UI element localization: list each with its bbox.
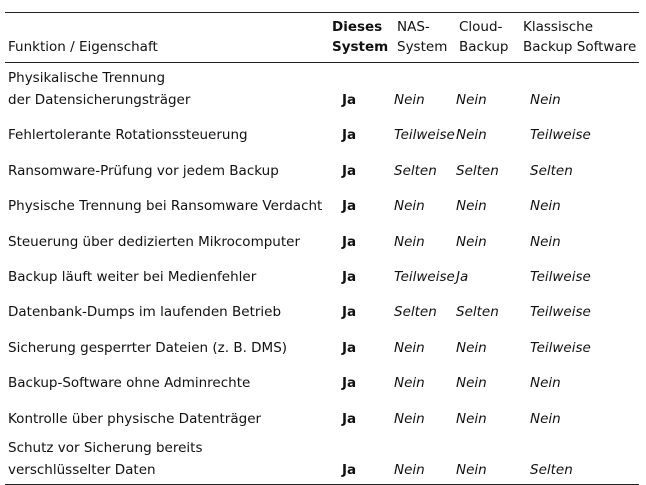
cell-nas (394, 114, 456, 149)
cell-funktion (5, 114, 332, 149)
header-system: Dieses System (332, 19, 389, 55)
cell-funktion-text: Ransomware-Prüfung vor jedem Backup (8, 162, 279, 179)
cell-funktion (5, 362, 332, 397)
cell-system (332, 256, 394, 291)
cell-nas (394, 185, 456, 220)
header-klassisch: Klassische Backup Software (523, 19, 637, 55)
cell-nas (394, 256, 456, 291)
cell-system-text: Ja (342, 304, 357, 321)
cell-funktion-text: Kontrolle über physische Datenträger (8, 410, 262, 427)
cell-cloud-text: Nein (456, 198, 487, 215)
table-row (5, 220, 639, 255)
cell-klassisch (520, 433, 639, 485)
cell-cloud-text: Ja (456, 268, 469, 285)
cell-klassisch-text: Nein (530, 198, 561, 215)
cell-klassisch-text: Nein (530, 92, 561, 108)
cell-cloud-text: Nein (456, 410, 487, 427)
table-row (5, 63, 639, 115)
cell-nas-text: Nein (394, 410, 425, 427)
cell-system-text: Ja (342, 375, 357, 392)
cell-nas (394, 291, 456, 326)
table-header (5, 13, 639, 63)
cell-nas (394, 326, 456, 361)
cell-nas-text: Teilweise (394, 127, 455, 144)
cell-system (332, 185, 394, 220)
cell-cloud-text: Nein (456, 92, 487, 108)
cell-cloud (456, 397, 520, 432)
table-row (5, 256, 639, 291)
cell-klassisch-text: Teilweise (530, 268, 591, 285)
cell-klassisch-text: Nein (530, 410, 561, 427)
cell-funktion-text: Backup läuft weiter bei Medienfehler (8, 268, 257, 285)
header-nas: NAS- System (397, 19, 448, 55)
cell-system (332, 433, 394, 485)
cell-cloud (456, 362, 520, 397)
cell-klassisch (520, 149, 639, 184)
cell-cloud-text: Selten (456, 304, 499, 321)
cell-funktion-text: Schutz vor Sicherung bereits verschlüsselter Daten (8, 439, 203, 478)
cell-nas-text: Nein (394, 375, 425, 392)
cell-nas-text: Nein (394, 92, 425, 108)
cell-nas (394, 433, 456, 485)
cell-klassisch-text: Nein (530, 233, 561, 250)
cell-system-text: Ja (342, 233, 357, 250)
cell-nas (394, 362, 456, 397)
cell-cloud-text: Nein (456, 127, 487, 144)
cell-nas-text: Selten (394, 162, 437, 179)
cell-nas (394, 63, 456, 115)
cell-funktion (5, 433, 332, 485)
cell-system-text: Ja (342, 339, 357, 356)
cell-system (332, 63, 394, 115)
cell-klassisch-text: Teilweise (530, 127, 591, 144)
table-row (5, 149, 639, 184)
table-row (5, 433, 639, 485)
cell-klassisch (520, 220, 639, 255)
cell-cloud (456, 185, 520, 220)
cell-klassisch-text: Nein (530, 375, 561, 392)
cell-cloud (456, 291, 520, 326)
cell-cloud (456, 220, 520, 255)
cell-system (332, 220, 394, 255)
comparison-table-container (5, 12, 639, 485)
table-row (5, 362, 639, 397)
cell-funktion-text: Backup-Software ohne Adminrechte (8, 375, 251, 392)
cell-klassisch (520, 256, 639, 291)
cell-cloud (456, 326, 520, 361)
cell-klassisch (520, 291, 639, 326)
cell-nas (394, 149, 456, 184)
cell-funktion (5, 63, 332, 115)
cell-nas-text: Selten (394, 304, 437, 321)
cell-cloud (456, 256, 520, 291)
cell-system-text: Ja (342, 268, 357, 285)
table-row (5, 397, 639, 432)
cell-system-text: Ja (342, 198, 357, 215)
cell-cloud-text: Selten (456, 162, 499, 179)
cell-cloud (456, 433, 520, 485)
table-row (5, 114, 639, 149)
cell-nas-text: Nein (394, 339, 425, 356)
cell-klassisch (520, 326, 639, 361)
cell-cloud (456, 114, 520, 149)
header-cloud: Cloud- Backup (459, 19, 509, 55)
header-funktion: Funktion / Eigenschaft (8, 39, 158, 55)
cell-system-text: Ja (342, 92, 357, 108)
table-row (5, 185, 639, 220)
header-row (5, 13, 639, 63)
cell-funktion-text: Steuerung über dedizierten Mikrocomputer (8, 233, 300, 250)
cell-funktion (5, 256, 332, 291)
cell-funktion (5, 149, 332, 184)
cell-funktion (5, 220, 332, 255)
cell-klassisch (520, 397, 639, 432)
cell-klassisch (520, 362, 639, 397)
cell-klassisch (520, 185, 639, 220)
cell-funktion-text: Physikalische Trennung der Datensicherungsträger (8, 70, 191, 108)
table-body (5, 63, 639, 485)
cell-nas-text: Nein (394, 233, 425, 250)
cell-cloud-text: Nein (456, 375, 487, 392)
cell-klassisch-text: Selten (530, 461, 573, 478)
cell-nas-text: Teilweise (394, 268, 455, 285)
table-row (5, 291, 639, 326)
cell-nas-text: Nein (394, 461, 425, 478)
cell-nas-text: Nein (394, 198, 425, 215)
cell-klassisch (520, 114, 639, 149)
cell-system-text: Ja (342, 461, 357, 478)
table-row (5, 326, 639, 361)
cell-funktion (5, 326, 332, 361)
cell-funktion (5, 397, 332, 432)
cell-klassisch-text: Teilweise (530, 304, 591, 321)
cell-system-text: Ja (342, 410, 357, 427)
cell-system (332, 291, 394, 326)
cell-funktion-text: Datenbank-Dumps im laufenden Betrieb (8, 304, 282, 321)
cell-system (332, 326, 394, 361)
cell-cloud (456, 149, 520, 184)
cell-klassisch-text: Selten (530, 162, 573, 179)
cell-system (332, 114, 394, 149)
cell-system (332, 362, 394, 397)
cell-system-text: Ja (342, 127, 357, 144)
cell-klassisch (520, 63, 639, 115)
cell-cloud-text: Nein (456, 233, 487, 250)
cell-cloud-text: Nein (456, 461, 487, 478)
cell-system (332, 149, 394, 184)
cell-system (332, 397, 394, 432)
cell-funktion (5, 185, 332, 220)
cell-cloud-text: Nein (456, 339, 487, 356)
cell-nas (394, 397, 456, 432)
comparison-table (5, 12, 639, 485)
cell-funktion (5, 291, 332, 326)
cell-cloud (456, 63, 520, 115)
cell-funktion-text: Physische Trennung bei Ransomware Verdacht (8, 198, 323, 215)
cell-klassisch-text: Teilweise (530, 339, 591, 356)
cell-system-text: Ja (342, 162, 357, 179)
cell-funktion-text: Fehlertolerante Rotationssteuerung (8, 127, 248, 144)
cell-funktion-text: Sicherung gesperrter Dateien (z. B. DMS) (8, 339, 288, 356)
cell-nas (394, 220, 456, 255)
